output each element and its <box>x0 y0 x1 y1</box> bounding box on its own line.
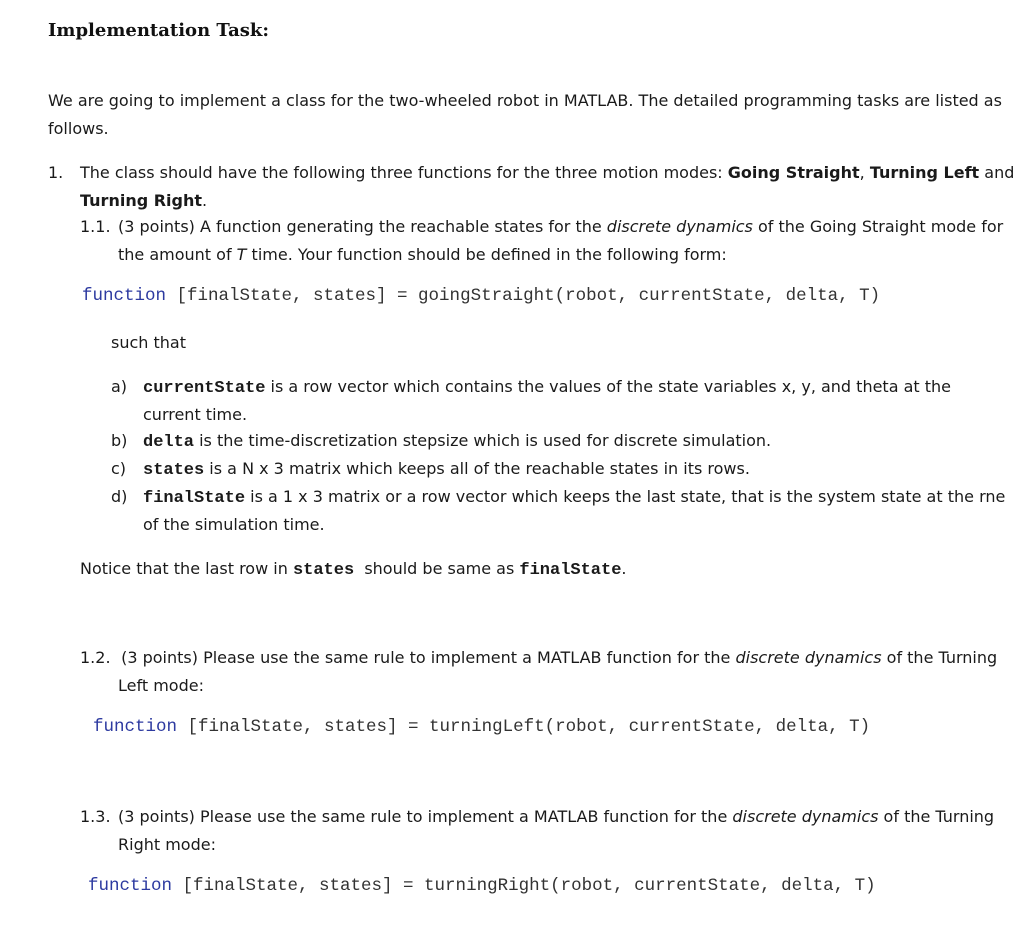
sub-1-2-italic: discrete dynamics <box>735 648 882 667</box>
intro-line-1: We are going to implement a class for the two-wheeled robot in MATLAB. The detailed programming tasks are listed as <box>48 91 1002 110</box>
list-item-d-desc: is a 1 x 3 matrix or a row vector which keeps the last state, that is the system state at the rne <box>245 487 1006 506</box>
sub-1-2-line-1 <box>116 644 997 672</box>
sub-1-1-line-2 <box>118 241 727 269</box>
sub-1-2-text-a: (3 points) Please use the same rule to implement a MATLAB function for the <box>116 648 736 667</box>
notice-term-states: states <box>292 561 355 580</box>
sub-1-2-line-2: Left mode: <box>118 676 204 695</box>
sub-1-3-line-2: Right mode: <box>118 835 216 854</box>
list-item-c-desc: is a N x 3 matrix which keeps all of the reachable states in its rows. <box>204 459 750 478</box>
item-1-period: . <box>202 191 208 210</box>
code-turning-right <box>88 876 876 896</box>
list-item-b <box>143 427 771 457</box>
code-signature: [finalState, states] = turningLeft(robot, currentState, delta, T) <box>177 717 871 737</box>
sub-1-3-number: 1.3. <box>80 807 111 826</box>
page-title: Implementation Task: <box>48 20 270 41</box>
list-item-d <box>143 483 1005 513</box>
sub-1-3-text-b: of the Turning <box>878 807 995 826</box>
sub-1-2-text-b: of the Turning <box>881 648 998 667</box>
sub-1-3-line-1 <box>118 803 994 831</box>
item-1-and: and <box>979 163 1015 182</box>
sub-1-1-number: 1.1. <box>80 217 111 236</box>
list-item-b-label: b) <box>111 431 128 450</box>
sub-1-1-line2-a: the amount of <box>118 245 237 264</box>
list-item-a-cont: current time. <box>143 405 248 424</box>
list-item-a-desc: is a row vector which contains the values of the state variables x, y, and theta at the <box>265 377 952 396</box>
code-going-straight <box>82 286 880 306</box>
code-signature: [finalState, states] = turningRight(robot, currentState, delta, T) <box>172 876 876 896</box>
list-item-b-desc: is the time-discretization stepsize which is used for discrete simulation. <box>194 431 772 450</box>
list-item-d-label: d) <box>111 487 128 506</box>
item-1-sep: , <box>859 163 870 182</box>
list-item-a-label: a) <box>111 377 128 396</box>
code-signature: [finalState, states] = goingStraight(robot, currentState, delta, T) <box>166 286 881 306</box>
such-that: such that <box>111 333 186 352</box>
mode-turning-left: Turning Left <box>869 163 980 182</box>
item-1-text: The class should have the following three functions for the three motion modes: <box>80 163 728 182</box>
notice-term-finalState: finalState <box>519 561 622 580</box>
sub-1-3-text-a: (3 points) Please use the same rule to implement a MATLAB function for the <box>118 807 733 826</box>
notice-line <box>80 555 627 585</box>
time-variable-T: T <box>236 245 247 264</box>
intro-line-2: follows. <box>48 119 109 138</box>
list-item-d-cont: of the simulation time. <box>143 515 325 534</box>
sub-1-2-number: 1.2. <box>80 648 111 667</box>
notice-text-c: . <box>621 559 627 578</box>
term-delta: delta <box>143 433 195 452</box>
list-item-c <box>143 455 750 485</box>
term-finalState: finalState <box>143 489 246 508</box>
term-states: states <box>143 461 205 480</box>
sub-1-1-italic: discrete dynamics <box>606 217 753 236</box>
code-keyword: function <box>82 286 167 306</box>
list-item-a <box>143 373 951 403</box>
sub-1-3-italic: discrete dynamics <box>732 807 879 826</box>
sub-1-1-line-1 <box>118 213 1003 241</box>
code-keyword: function <box>93 717 178 737</box>
item-1-number: 1. <box>48 163 64 182</box>
notice-text-a: Notice that the last row in <box>80 559 293 578</box>
item-1-line-1 <box>80 159 1014 187</box>
sub-1-1-text-b: of the Going Straight mode for <box>752 217 1004 236</box>
item-1-line-2 <box>80 187 207 215</box>
notice-text-b: should be same as <box>354 559 520 578</box>
mode-turning-right: Turning Right <box>80 191 203 210</box>
sub-1-1-line2-b: time. Your function should be defined in the following form: <box>246 245 727 264</box>
code-turning-left <box>93 717 870 737</box>
sub-1-1-text-a: (3 points) A function generating the reachable states for the <box>118 217 607 236</box>
term-currentState: currentState <box>143 379 266 398</box>
list-item-c-label: c) <box>111 459 127 478</box>
code-keyword: function <box>88 876 173 896</box>
mode-going-straight: Going Straight <box>727 163 860 182</box>
